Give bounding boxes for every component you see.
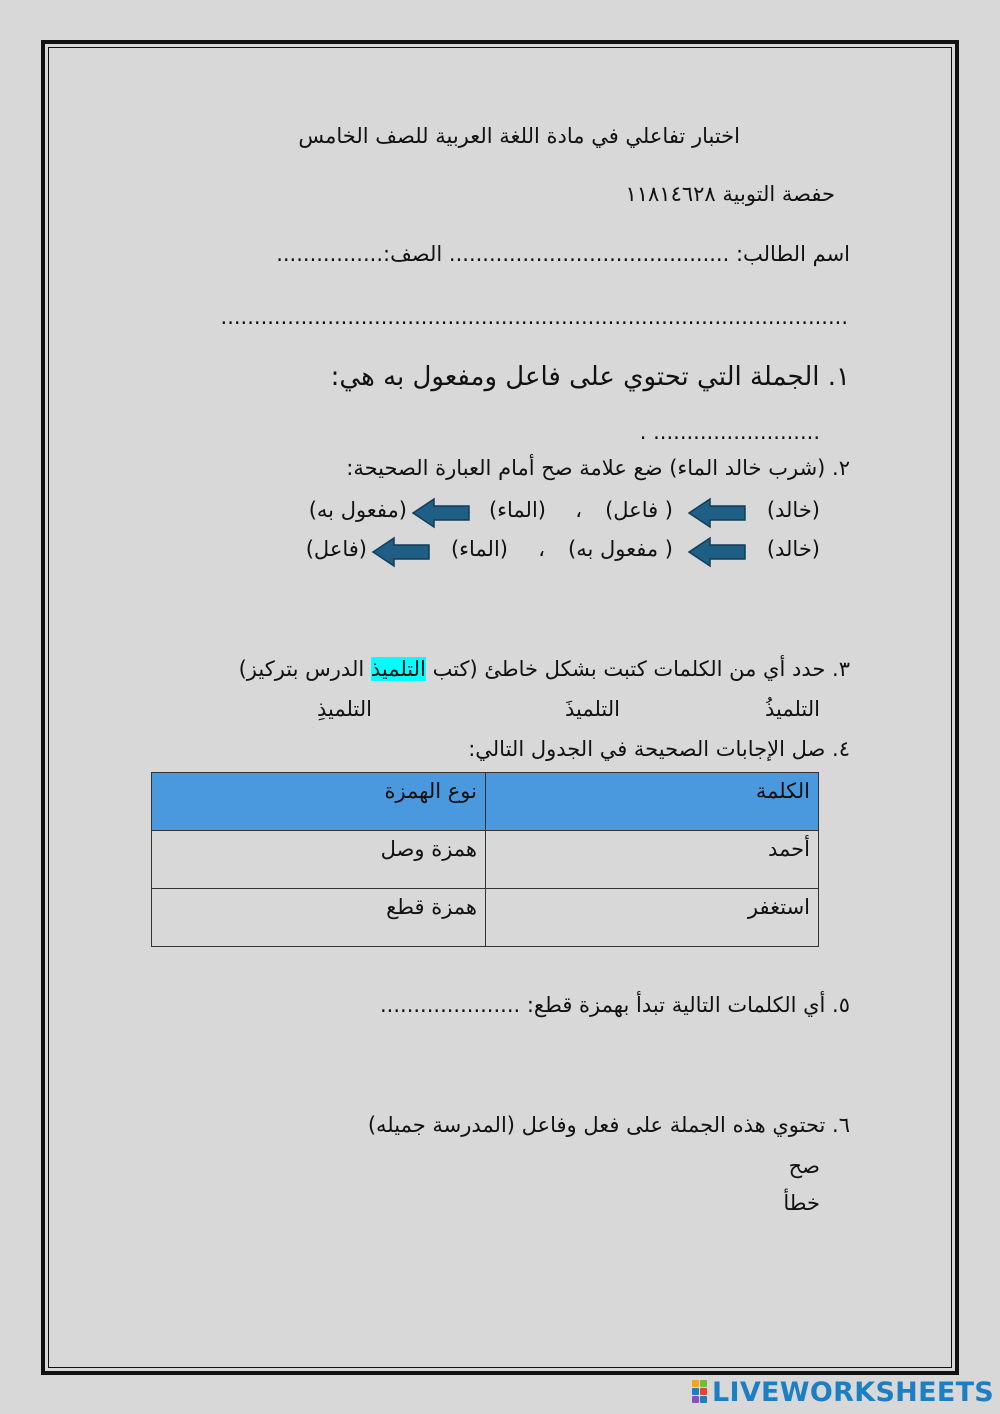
question-1: ١. الجملة التي تحتوي على فاعل ومفعول به هي: [330, 362, 850, 392]
student-info-line: اسم الطالب: .......................................... الصف:................ [276, 242, 850, 266]
q3-option-3[interactable]: التلميذِ [316, 697, 372, 721]
q2-row2-subject-role[interactable]: ( مفعول به) [568, 537, 673, 561]
question-2: ٢. (شرب خالد الماء) ضع علامة صح أمام العبارة الصحيحة: [346, 456, 850, 480]
table-cell-word[interactable]: أحمد [486, 831, 819, 889]
q2-row1-subject[interactable]: (خالد) [766, 498, 820, 522]
table-header-word: الكلمة [486, 773, 819, 831]
author-name: حفصة التوبية ١١٨١٤٦٢٨ [625, 182, 835, 206]
liveworksheets-logo-icon [692, 1380, 708, 1404]
question-3-text-start: ٣. حدد أي من الكلمات كتبت بشكل خاطئ (كتب [425, 657, 850, 681]
q2-row2-subject[interactable]: (خالد) [766, 537, 820, 561]
table-header-hamza-type: نوع الهمزة [152, 773, 486, 831]
q2-row1-object[interactable]: (الماء) [488, 498, 546, 522]
matching-table [151, 772, 819, 947]
table-row [152, 889, 819, 947]
highlighted-word: التلميذ [370, 657, 426, 681]
q2-row1-object-role[interactable]: (مفعول به) [308, 498, 407, 522]
arrow-left-icon [688, 497, 746, 529]
table-row [152, 831, 819, 889]
question-1-answer-line[interactable]: ......................... . [639, 420, 820, 444]
q3-option-1[interactable]: التلميذُ [764, 697, 820, 721]
arrow-left-icon [372, 536, 430, 568]
question-4: ٤. صل الإجابات الصحيحة في الجدول التالي: [468, 737, 850, 761]
q2-row1-subject-role[interactable]: ( فاعل) [605, 498, 673, 522]
question-5: ٥. أي الكلمات التالية تبدأ بهمزة قطع: ..................... [380, 993, 850, 1017]
table-header-row [152, 773, 819, 831]
liveworksheets-logo [692, 1376, 994, 1408]
q2-row2-object[interactable]: (الماء) [450, 537, 508, 561]
liveworksheets-brand: LIVEWORKSHEETS [712, 1376, 995, 1408]
question-3-text-end: الدرس بتركيز) [238, 657, 371, 681]
question-6: ٦. تحتوي هذه الجملة على فعل وفاعل (المدرسة جميله) [367, 1113, 850, 1137]
q2-row2-object-role[interactable]: (فاعل) [305, 537, 367, 561]
q3-option-2[interactable]: التلميذَ [564, 697, 620, 721]
table-cell-hamza-type[interactable]: همزة وصل [152, 831, 486, 889]
table-cell-hamza-type[interactable]: همزة قطع [152, 889, 486, 947]
arrow-left-icon [688, 536, 746, 568]
question-3 [239, 657, 850, 681]
q2-row1-separator: ، [575, 498, 582, 522]
q6-option-true[interactable]: صح [788, 1154, 820, 1178]
worksheet-title: اختبار تفاعلي في مادة اللغة العربية للصف الخامس [298, 124, 740, 148]
q2-row2-separator: ، [538, 537, 545, 561]
arrow-left-icon [412, 497, 470, 529]
q6-option-false[interactable]: خطأ [783, 1191, 820, 1215]
dotted-line: .............................................................................................. [220, 305, 848, 329]
table-cell-word[interactable]: استغفر [486, 889, 819, 947]
